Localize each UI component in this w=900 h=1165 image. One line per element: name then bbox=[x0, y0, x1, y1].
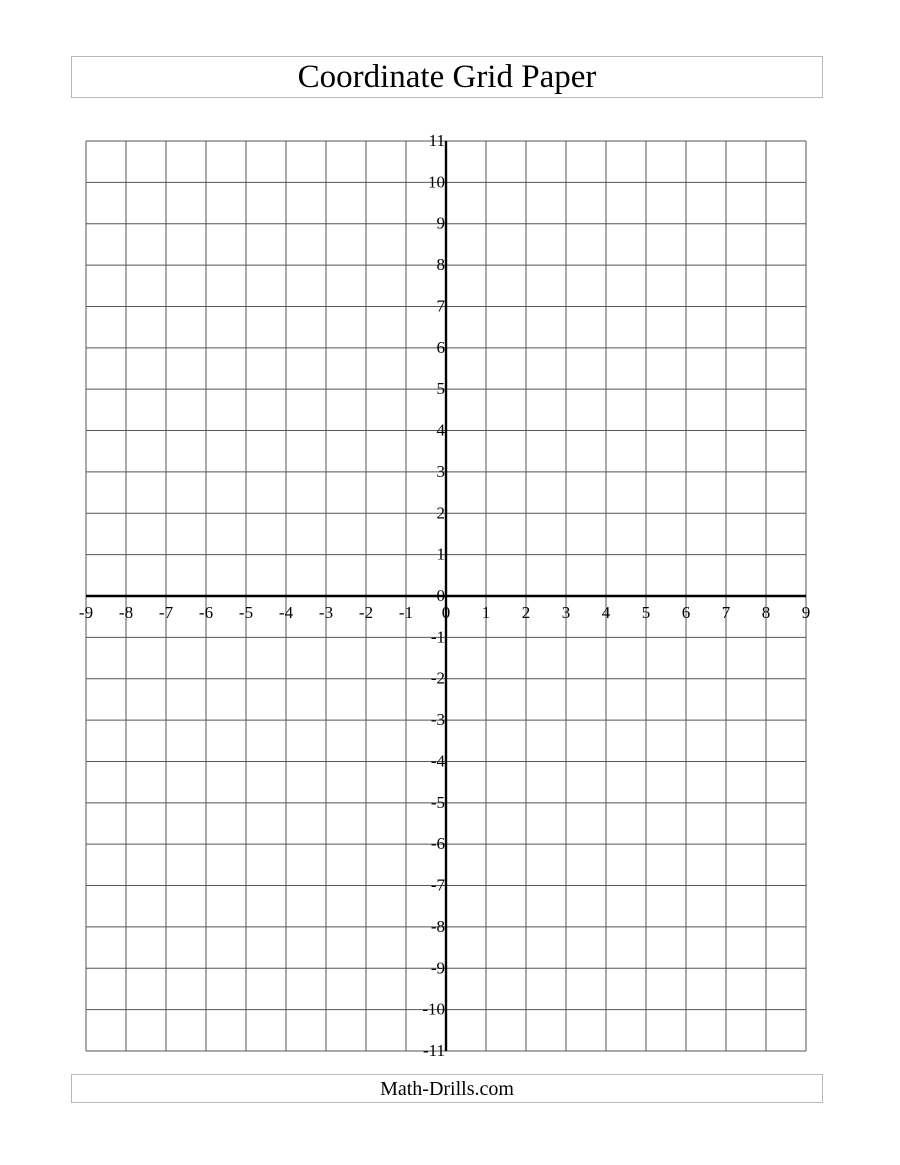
page-title: Coordinate Grid Paper bbox=[297, 58, 597, 95]
y-tick-label: 2 bbox=[436, 503, 445, 523]
y-tick-label: 9 bbox=[436, 213, 445, 233]
y-tick-label: 1 bbox=[436, 544, 445, 564]
y-tick-label: 10 bbox=[428, 172, 445, 192]
y-tick-label: 4 bbox=[436, 420, 445, 440]
x-tick-label: -1 bbox=[398, 603, 414, 622]
y-tick-label: 7 bbox=[436, 296, 445, 316]
x-tick-label: 0 bbox=[441, 603, 451, 622]
x-tick-label: -9 bbox=[78, 603, 94, 622]
x-tick-label: -7 bbox=[158, 603, 174, 622]
x-tick-label: -2 bbox=[358, 603, 374, 622]
x-tick-label: 2 bbox=[521, 603, 531, 622]
x-tick-label: -5 bbox=[238, 603, 254, 622]
y-tick-label: -8 bbox=[430, 916, 445, 936]
x-tick-label: 4 bbox=[601, 603, 611, 622]
x-axis-labels bbox=[79, 603, 810, 622]
x-tick-label: -3 bbox=[318, 603, 334, 622]
x-tick-label: 6 bbox=[681, 603, 691, 622]
y-tick-label: -6 bbox=[430, 834, 445, 854]
footer-box bbox=[71, 1074, 823, 1103]
y-tick-label: -9 bbox=[430, 958, 445, 978]
x-tick-label: 1 bbox=[481, 603, 491, 622]
y-tick-label: -4 bbox=[430, 751, 445, 771]
y-tick-label: 0 bbox=[436, 586, 445, 605]
x-tick-label: 9 bbox=[801, 603, 811, 622]
y-tick-label: 6 bbox=[436, 337, 445, 357]
x-tick-label: -8 bbox=[118, 603, 134, 622]
x-tick-label: -4 bbox=[278, 603, 294, 622]
y-tick-label: 8 bbox=[436, 255, 445, 275]
x-tick-label: 8 bbox=[761, 603, 771, 622]
y-tick-label: 3 bbox=[436, 461, 445, 481]
y-tick-label: -7 bbox=[430, 875, 445, 895]
x-tick-label: 5 bbox=[641, 603, 651, 622]
y-tick-label: 5 bbox=[436, 379, 445, 399]
y-tick-label: -3 bbox=[430, 710, 445, 730]
y-tick-label: 11 bbox=[428, 131, 445, 150]
y-tick-label: -10 bbox=[422, 999, 445, 1019]
x-tick-label: 3 bbox=[561, 603, 571, 622]
footer-source: Math-Drills.com bbox=[380, 1077, 514, 1100]
y-tick-label: -2 bbox=[430, 668, 445, 688]
y-tick-label: -5 bbox=[430, 792, 445, 812]
y-tick-label: -1 bbox=[430, 627, 445, 647]
y-tick-label: -11 bbox=[422, 1041, 445, 1060]
x-tick-label: 7 bbox=[721, 603, 731, 622]
axes bbox=[86, 141, 806, 1051]
x-tick-label: -6 bbox=[198, 603, 214, 622]
